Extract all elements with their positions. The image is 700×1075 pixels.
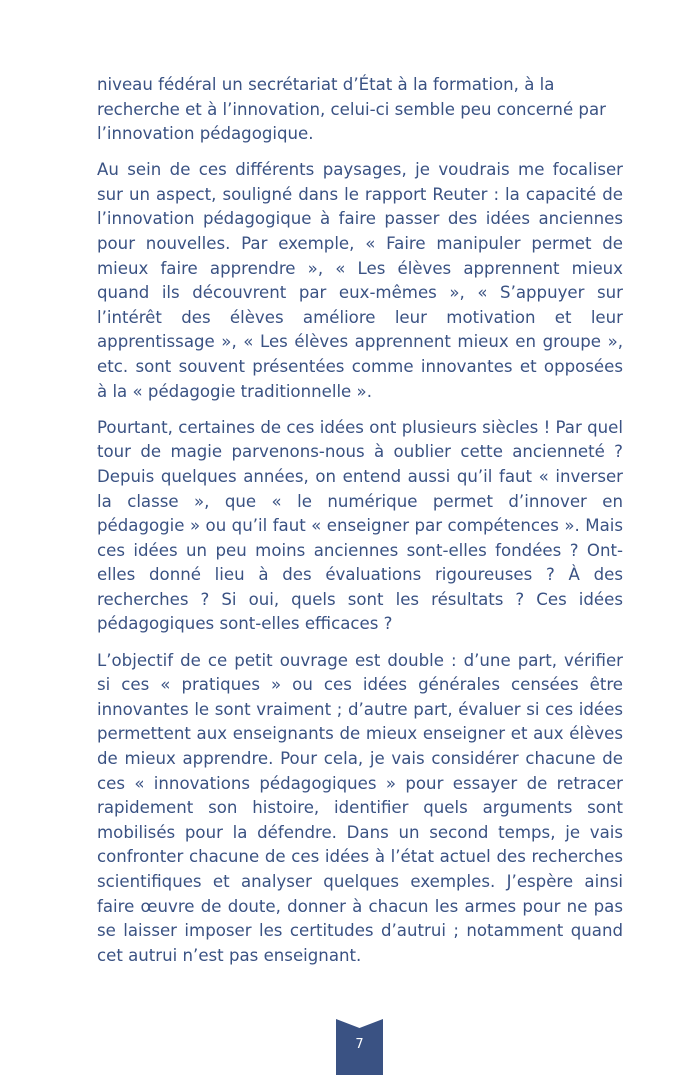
body-text xyxy=(97,73,623,980)
paragraph-4: L’objectif de ce petit ouvrage est double : d’une part, vérifier si ces « pratiques » ou ces idées générales censées être innovantes le sont vraiment ; d’autre part, évaluer si ces idées permettent aux enseignants de mieux enseigner et aux élèves de mieux apprendre. Pour cela, je vais considérer chacune de ces « innovations pédagogiques » pour essayer de retracer rapidement son histoire, identifier quels arguments sont mobilisés pour la défendre. Dans un second temps, je vais confronter chacune de ces idées à l’état actuel des recherches scientifiques et analyser quelques exemples. J’espère ainsi faire œuvre de doute, donner à chacun les armes pour ne pas se laisser imposer les certitudes d’autrui ; notamment quand cet autrui n’est pas enseignant. xyxy=(97,650,623,965)
paragraph-3: Pourtant, certaines de ces idées ont plusieurs siècles ! Par quel tour de magie parvenons-nous à oublier cette ancienneté ? Depuis quelques années, on entend aussi qu’il faut « inverser la classe », que « le numérique permet d’innover en pédagogie » ou qu’il faut « enseigner par compétences ». Mais ces idées un peu moins anciennes sont-elles fondées ? Ont-elles donné lieu à des évaluations rigoureuses ? À des recherches ? Si oui, quels sont les résultats ? Ces idées pédagogiques sont-elles efficaces ? xyxy=(97,417,623,634)
paragraph-2: Au sein de ces différents paysages, je voudrais me focaliser sur un aspect, souligné dans le rapport Reuter : la capacité de l’innovation pédagogique à faire passer des idées anciennes pour nouvelles. Par exemple, « Faire manipuler permet de mieux faire apprendre », « Les élèves apprennent mieux quand ils découvrent par eux-mêmes », « S’appuyer sur l’intérêt des élèves améliore leur motivation et leur apprentissage », « Les élèves apprennent mieux en groupe », etc. sont souvent présentées comme innovantes et opposées à la « pédagogie traditionnelle ». xyxy=(97,160,623,401)
page-number: 7 xyxy=(355,1037,364,1052)
paragraph-1: niveau fédéral un secrétariat d’État à la formation, à la recherche et à l’innovation, celui-ci semble peu concerné par l’innovation pédagogique. xyxy=(97,75,606,144)
